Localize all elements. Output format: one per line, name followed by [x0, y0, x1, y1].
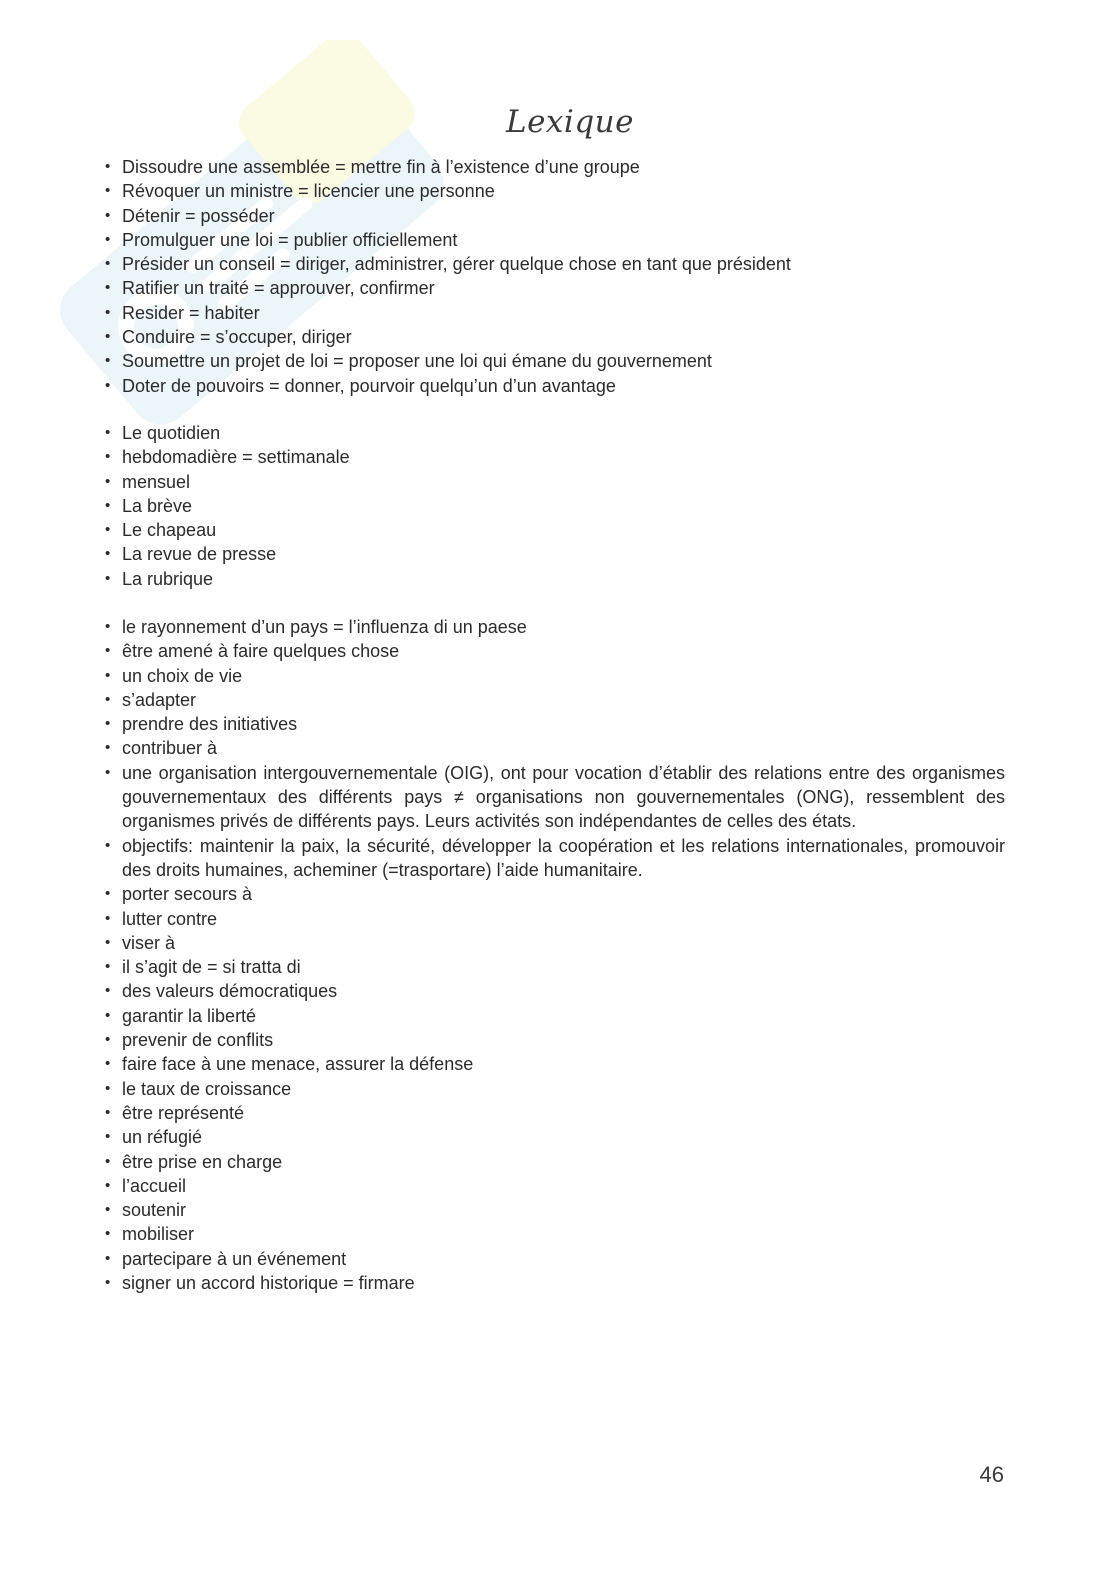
- list-item: • des valeurs démocratiques: [105, 979, 1005, 1003]
- list-item: • Resider = habiter: [105, 301, 1005, 325]
- list-item: • s’adapter: [105, 688, 1005, 712]
- list-item: • faire face à une menace, assurer la défense: [105, 1052, 1005, 1076]
- list-item: • porter secours à: [105, 882, 1005, 906]
- list-item: • partecipare à un événement: [105, 1247, 1005, 1271]
- list-item: • La brève: [105, 494, 1005, 518]
- list-item: • contribuer à: [105, 736, 1005, 760]
- list-item: • La rubrique: [105, 567, 1005, 591]
- list-item: • soutenir: [105, 1198, 1005, 1222]
- list-item: • Conduire = s’occuper, diriger: [105, 325, 1005, 349]
- list-item: • mensuel: [105, 470, 1005, 494]
- list-item: • mobiliser: [105, 1222, 1005, 1246]
- page-number: 46: [979, 1462, 1004, 1487]
- list-item: • objectifs: maintenir la paix, la sécurité, développer la coopération et les relations internationales, promouvoir des droits humaines, acheminer (=trasportare) l’aide humanitaire.: [105, 834, 1005, 883]
- list-item: • signer un accord historique = firmare: [105, 1271, 1005, 1295]
- list-item: • Dissoudre une assemblée = mettre fin à l’existence d’une groupe: [105, 155, 1005, 179]
- list-item: • hebdomadière = settimanale: [105, 445, 1005, 469]
- vocabulary-list-press: [105, 421, 1005, 591]
- vocabulary-list-international: [105, 615, 1005, 1295]
- list-item: • le taux de croissance: [105, 1077, 1005, 1101]
- list-item: • Détenir = posséder: [105, 204, 1005, 228]
- list-item: • lutter contre: [105, 907, 1005, 931]
- list-item: • garantir la liberté: [105, 1004, 1005, 1028]
- list-item: • Promulguer une loi = publier officiellement: [105, 228, 1005, 252]
- list-item: • être prise en charge: [105, 1150, 1005, 1174]
- list-item: • La revue de presse: [105, 542, 1005, 566]
- vocabulary-list-institutions: [105, 155, 1005, 398]
- list-item: • Présider un conseil = diriger, administrer, gérer quelque chose en tant que président: [105, 252, 1005, 276]
- list-item: • être représenté: [105, 1101, 1005, 1125]
- list-item: • Révoquer un ministre = licencier une personne: [105, 179, 1005, 203]
- list-item: • l’accueil: [105, 1174, 1005, 1198]
- list-item: • prevenir de conflits: [105, 1028, 1005, 1052]
- list-item: • il s’agit de = si tratta di: [105, 955, 1005, 979]
- list-item: • Doter de pouvoirs = donner, pourvoir quelqu’un d’un avantage: [105, 374, 1005, 398]
- list-item: • un choix de vie: [105, 664, 1005, 688]
- list-item: • Le quotidien: [105, 421, 1005, 445]
- list-item: • prendre des initiatives: [105, 712, 1005, 736]
- page-title: Lexique: [506, 104, 634, 140]
- list-item: • être amené à faire quelques chose: [105, 639, 1005, 663]
- list-item: • Ratifier un traité = approuver, confirmer: [105, 276, 1005, 300]
- list-item: • Soumettre un projet de loi = proposer une loi qui émane du gouvernement: [105, 349, 1005, 373]
- list-item: • une organisation intergouvernementale (OIG), ont pour vocation d’établir des relations entre des organismes gouvernementaux des différents pays ≠ organisations non gouvernementales (ONG), ressemblent des organismes privés de différents pays. Leurs activités son indépendantes de celles des états.: [105, 761, 1005, 834]
- list-item: • Le chapeau: [105, 518, 1005, 542]
- list-item: • un réfugié: [105, 1125, 1005, 1149]
- list-item: • le rayonnement d’un pays = l’influenza di un paese: [105, 615, 1005, 639]
- list-item: • viser à: [105, 931, 1005, 955]
